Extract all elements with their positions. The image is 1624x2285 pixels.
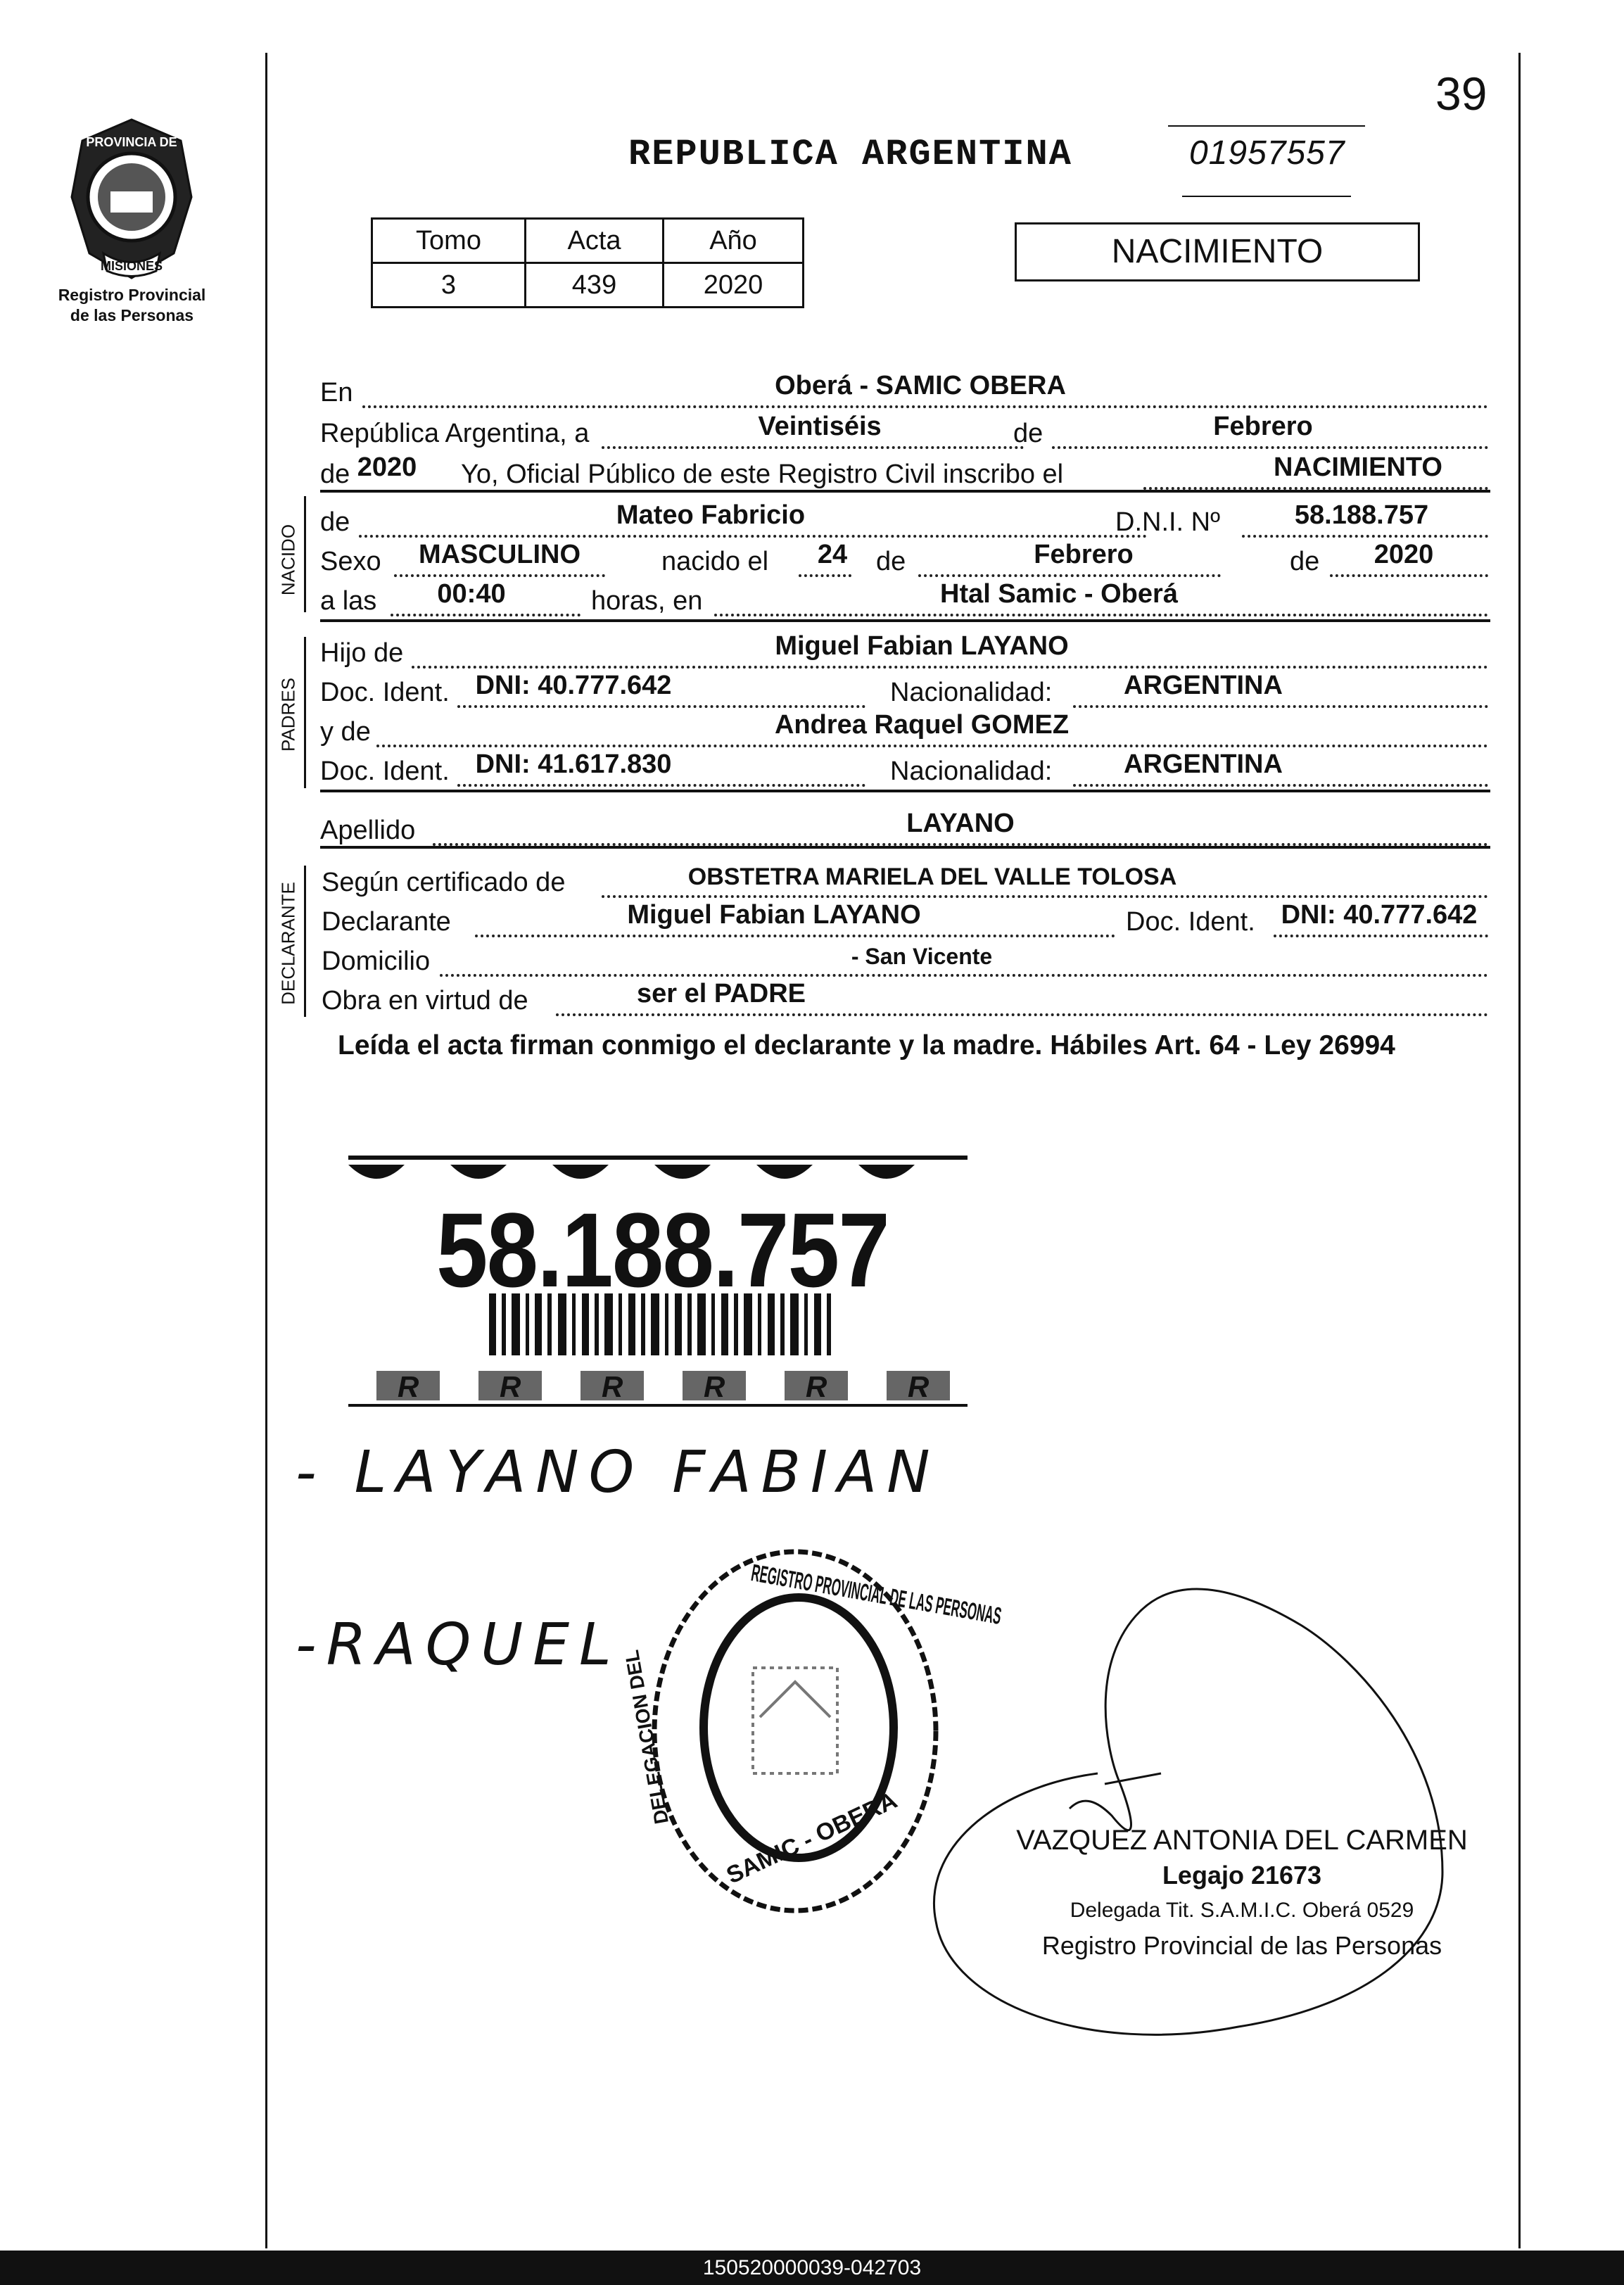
sexo-value: MASCULINO [418, 540, 581, 569]
apellido-label: Apellido [320, 816, 416, 845]
de-label: de [876, 547, 906, 576]
row-declarante [320, 902, 1488, 943]
logo-bottom-text: MISIONES [100, 259, 163, 273]
en-label: En [320, 378, 353, 407]
official-signature [908, 1520, 1485, 2055]
mother-doc-value: DNI: 41.617.830 [475, 749, 672, 779]
yde-label: y de [320, 717, 371, 747]
left-margin-line [265, 53, 267, 2248]
year-value: 2020 [357, 452, 417, 482]
dotted-line [1073, 784, 1488, 787]
dotted-line [359, 535, 1147, 538]
year-prefix-label: de [320, 460, 350, 489]
dotted-line [391, 614, 581, 616]
dotted-line [457, 784, 865, 787]
dotted-line [1073, 705, 1488, 708]
row-en [320, 373, 1488, 414]
domicilio-label: Domicilio [322, 947, 431, 976]
official-role: Delegada Tit. S.A.M.I.C. Oberá 0529 [1070, 1899, 1414, 1922]
page-number: 39 [1435, 68, 1487, 120]
row-mother [320, 712, 1488, 753]
time-value: 00:40 [437, 579, 506, 609]
footer-code-bar: 150520000039-042703 [0, 2251, 1624, 2285]
dni-label: D.N.I. Nº [1115, 507, 1220, 537]
birth-year-value: 2020 [1374, 540, 1434, 569]
acta-header: Acta [526, 219, 664, 263]
obra-label: Obra en virtud de [322, 986, 528, 1015]
section-rule [320, 490, 1490, 493]
official-legajo: Legajo 21673 [1162, 1861, 1322, 1890]
row-mother-doc [320, 749, 1488, 792]
row-hora [320, 581, 1488, 622]
dotted-line [1242, 535, 1488, 538]
obra-value: ser el PADRE [636, 979, 806, 1008]
dotted-line [362, 405, 1488, 408]
tomo-value: 3 [372, 263, 526, 308]
registered-mark: R [908, 1370, 930, 1403]
handwritten-signature-1: - LAYANO FABIAN [296, 1439, 940, 1506]
father-nationality-value: ARGENTINA [1124, 671, 1283, 700]
row-name [320, 502, 1488, 543]
logo-top-text: PROVINCIA DE [86, 135, 177, 149]
anio-value: 2020 [664, 263, 804, 308]
mother-name-value: Andrea Raquel GOMEZ [774, 710, 1070, 740]
record-table [371, 217, 804, 308]
dotted-line [799, 574, 851, 577]
domicilio-value: - San Vicente [851, 944, 993, 969]
sexo-label: Sexo [320, 547, 381, 576]
cert-label: Según certificado de [322, 868, 566, 897]
row-republica [320, 414, 1488, 455]
row-domicilio [320, 942, 1488, 982]
registered-mark: R [704, 1370, 725, 1403]
doc-label: Doc. Ident. [1126, 907, 1255, 937]
seal-top-text: REGISTRO PROVINCIAL DE LAS PERSONAS [749, 1559, 1260, 1676]
child-dni-value: 58.188.757 [1294, 500, 1429, 530]
doc-label: Doc. Ident. [320, 757, 450, 786]
nacido-el-label: nacido el [661, 547, 769, 576]
de-label: de [320, 507, 350, 537]
closing-note: Leída el acta firman conmigo el declarante y la madre. Hábiles Art. 64 - Ley 26994 [338, 1030, 1395, 1061]
registry-text: Yo, Oficial Público de este Registro Civil inscribo el [461, 460, 1064, 489]
declarante-bar [304, 866, 306, 1017]
padres-bar [304, 637, 306, 788]
dotted-line [376, 745, 1488, 747]
acta-value: 439 [526, 263, 664, 308]
row-certificado [320, 863, 1488, 904]
dotted-line [457, 705, 865, 708]
nationality-label: Nacionalidad: [890, 678, 1053, 707]
de-label: de [1290, 547, 1320, 576]
mother-nationality-value: ARGENTINA [1124, 749, 1283, 779]
registered-mark: R [602, 1370, 623, 1403]
dotted-line [1330, 574, 1488, 577]
serial-underline [1182, 196, 1351, 197]
birth-place-value: Htal Samic - Oberá [940, 579, 1178, 609]
father-doc-value: DNI: 40.777.642 [475, 671, 672, 700]
dotted-line [412, 666, 1488, 669]
agency-line2: de las Personas [70, 306, 194, 324]
handwritten-signature-2: -RAQUEL [296, 1612, 621, 1678]
row-father-doc [320, 673, 1488, 714]
cert-value: OBSTETRA MARIELA DEL VALLE TOLOSA [687, 863, 1177, 890]
republica-label: República Argentina, a [320, 419, 590, 448]
place-value: Oberá - SAMIC OBERA [775, 371, 1066, 400]
inscribed-value: NACIMIENTO [1274, 452, 1442, 482]
alas-label: a las [320, 586, 377, 616]
apellido-value: LAYANO [906, 809, 1015, 838]
sticker-top-band [348, 1156, 968, 1179]
province-crest-logo [51, 113, 212, 289]
declarante-label: Declarante [322, 907, 451, 937]
seal-bottom-text: SAMIC - OBERA [722, 1787, 901, 1890]
serial-number: 01957557 [1189, 134, 1345, 172]
nacido-bar [304, 496, 306, 612]
row-obra [320, 981, 1488, 1022]
declarante-section-label: DECLARANTE [277, 882, 299, 1005]
padres-section-label: PADRES [277, 678, 299, 752]
row-hijo [320, 633, 1488, 674]
dotted-line [1274, 935, 1488, 937]
declarante-value: Miguel Fabian LAYANO [627, 900, 921, 930]
section-rule [320, 619, 1490, 622]
child-name-value: Mateo Fabricio [616, 500, 806, 530]
section-rule [320, 790, 1490, 792]
section-rule [320, 846, 1490, 849]
dotted-line [556, 1013, 1488, 1016]
horas-label: horas, en [591, 586, 703, 616]
registered-mark: R [398, 1370, 419, 1403]
record-type-box: NACIMIENTO [1015, 222, 1420, 281]
dotted-line [918, 574, 1221, 577]
dotted-line [602, 446, 1024, 449]
right-margin-line [1518, 53, 1521, 2248]
father-name-value: Miguel Fabian LAYANO [775, 631, 1069, 661]
official-agency: Registro Provincial de las Personas [1041, 1931, 1442, 1960]
dotted-line [602, 895, 1488, 898]
dotted-line [475, 935, 1115, 937]
sticker-bottom-band [348, 1370, 968, 1407]
de-label: de [1013, 419, 1043, 448]
birth-month-value: Febrero [1034, 540, 1134, 569]
serial-top-line [1168, 125, 1365, 127]
day-text-value: Veintiséis [758, 412, 882, 441]
agency-line1: Registro Provincial [58, 286, 206, 304]
dotted-line [1052, 446, 1488, 449]
declarante-doc-value: DNI: 40.777.642 [1281, 900, 1478, 930]
dotted-line [394, 574, 605, 577]
row-sexo [320, 542, 1488, 583]
birth-day-value: 24 [817, 540, 848, 569]
nationality-label: Nacionalidad: [890, 757, 1053, 786]
anio-header: Año [664, 219, 804, 263]
official-name: VAZQUEZ ANTONIA DEL CARMEN [1016, 1825, 1468, 1856]
doc-label: Doc. Ident. [320, 678, 450, 707]
nacido-section-label: NACIDO [277, 524, 299, 596]
seal-left-text: DELEGACION DEL [620, 1648, 673, 1826]
id-sticker-number: 58.188.757 [436, 1191, 889, 1309]
dotted-line [714, 614, 1488, 616]
tomo-header: Tomo [372, 219, 526, 263]
hijo-label: Hijo de [320, 638, 404, 668]
agency-caption [35, 285, 229, 326]
dotted-line [440, 974, 1488, 977]
registered-mark: R [806, 1370, 827, 1403]
official-stamp-block [996, 1823, 1488, 1963]
country-title: REPUBLICA ARGENTINA [628, 134, 1072, 175]
month-value: Febrero [1213, 412, 1313, 441]
registered-mark: R [500, 1370, 521, 1403]
